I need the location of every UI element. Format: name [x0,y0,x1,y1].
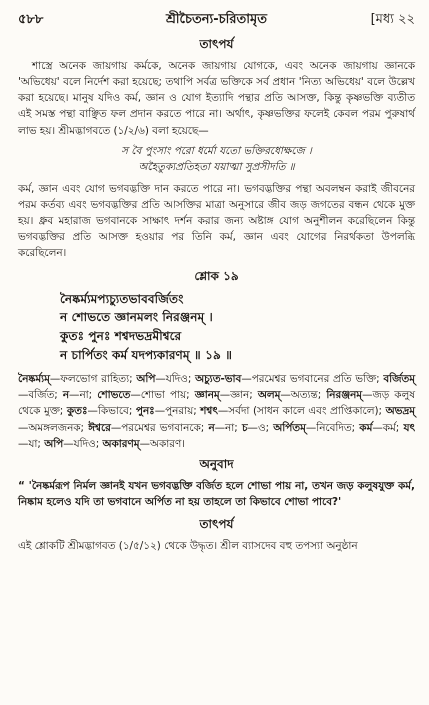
synonym-word: নিরঞ্জনম্ [326,389,363,402]
synonym-word: পুনঃ [135,405,155,418]
page-number: ৫৮৮ [18,12,44,27]
synonym-meaning: —ও; [247,421,274,434]
quote-line-2: অহৈতুক্যপ্রতিহতা যয়াত্মা সুপ্রসীদতি ॥ [138,160,295,173]
synonym-meaning: —কিভাবে; [87,405,136,418]
synonym-word: অর্পিতম্ [273,421,306,434]
purport-heading: তাৎপর্য [199,37,234,51]
page-header [18,10,415,32]
purport-paragraph-2: কর্ম, জ্ঞান এবং যোগ ভগবদ্ভক্তি দান করতে পারে না। ভগবদ্ভক্তির পন্থা অবলম্বন করাই জীবনের পরম কর্তব্য এবং ভগবদ্ভক্তির প্রতি আসক্তির মাত্রা অনুসারে জীব জড় জগতের বন্ধন থেকে মুক্ত হয়। ধ্রুব মহারাজ ভগবানকে সাক্ষাৎ দর্শন করার জন্য অষ্টাঙ্গ যোগ অনুশীলন করেছিলেন কিন্তু ভগবদ্ভক্তির প্রতি আসক্ত হওয়ার পর তিনি কর্ম, জ্ঞান এবং যোগের নিরর্থকতা উপলব্ধি করেছিলেন। [18,182,415,260]
translation-heading: অনুবাদ [199,456,234,471]
synonym-word: শশ্বৎ [200,405,218,418]
translation-text: “ 'নৈষ্কর্মরূপ নির্মল জ্ঞানই যখন ভগবদ্ভক্তি বর্জিত হলে শোভা পায় না, তখন জড় কলুষযুক্ত কর্ম, নিষ্কাম হলেও যদি তা ভগবানে অর্পিত না হয় তাহলে তা কিভাবে শোভা পাবে?' [18,479,415,508]
synonym-word: ন [208,421,215,434]
synonym-meaning: —ফলভোগ রাহিত্য; [49,373,137,386]
verse-line-2: ন শোভতে জ্ঞানমলং নিরঞ্জনম্ । [60,310,213,325]
synonym-word: অলম্ [257,389,281,402]
synonym-meaning: —না; [69,389,98,402]
synonym-meaning: —অত্যন্ত; [280,389,327,402]
synonym-meaning: —জ্ঞান; [219,389,258,402]
bhagavatam-quote [18,143,415,175]
synonym-word: অপি [136,373,156,386]
synonym-meaning: —নিবেদিত; [305,421,360,434]
synonym-word: চ [241,421,248,434]
book-title: শ্রীচৈতন্য-চরিতামৃত [165,12,268,27]
synonym-word: অপি [44,437,64,450]
purport-2-text: এই শ্লোকটি শ্রীমদ্ভাগবত (১/৫/১২) থেকে উদ্ধৃত। শ্রীল ব্যাসদেব বহু তপস্যা অনুষ্ঠান [18,540,358,552]
verse-line-3: কুতঃ পুনঃ শশ্বদভদ্রমীশ্বরে [60,329,182,344]
synonym-meaning: —যা; [18,437,45,450]
synonym-meaning: —যদিও; [155,373,196,386]
synonym-meaning: —না; [214,421,242,434]
purport-2-heading: তাৎপর্য [199,517,234,531]
synonym-meaning: —পরমেশ্বর ভগবানকে; [110,421,209,434]
synonym-word: ঈশ্বরে [88,421,111,434]
synonym-meaning: —বর্জিত; [18,389,63,402]
synonym-word: যৎ [403,421,415,434]
synonym-word: বর্জিতম্ [383,373,415,386]
synonym-word: ন [62,389,70,402]
verse-heading: শ্লোক ১৯ [194,268,239,283]
purport-paragraph-1: শাস্ত্রে অনেক জায়গায় কর্মকে, অনেক জায়গায় যোগকে, এবং অনেক জায়গায় জ্ঞানকে 'অভিধেয়' বলে নির্দেশ করা হয়েছে; তথাপি সর্বত্র ভক্তিকে সর্ব প্রধান 'নিত্য অভিধেয়' বলে উল্লেখ করা হয়েছে। মানুষ যদিও কর্ম, জ্ঞান ও যোগ ইত্যাদি পন্থার প্রতি আসক্ত, কিন্তু কৃষ্ণভক্তি ব্যতীত এই সমস্ত পন্থা বাঞ্ছিত ফল প্রদান করতে পারে না। অর্থাৎ, কৃষ্ণভক্তির ফলেই কেবল পরম পুরুষার্থ লাভ হয়। শ্রীমদ্ভাগবতে (১/২/৬) বলা হয়েছে— [18,60,415,137]
verse-line-1: নৈষ্কর্ম্যমপ্যচ্যুতভাববর্জিতং [60,291,184,306]
synonym-word: কুতঃ [66,405,88,418]
verse-block [18,290,415,366]
synonym-word: শোভতে [97,389,131,402]
synonym-word: নৈষ্কর্ম্যম্ [18,373,50,386]
synonym-meaning: —কর্ম; [372,421,404,434]
synonym-word: জ্ঞানম্ [194,389,220,402]
synonym-meaning: —পুনরায়; [154,405,201,418]
synonyms-block [18,371,415,452]
synonym-meaning: —অকারণ। [139,437,185,450]
synonym-meaning: —যদিও; [63,437,103,450]
synonym-word: কর্ম [359,421,373,434]
synonym-meaning: —পরমেশ্বর ভগবানের প্রতি ভক্তি; [241,373,384,386]
synonym-meaning: —সর্বদা (সাধন কালে এবং প্রাপ্তিকালে); [217,405,386,418]
quote-line-1: স বৈ পুংসাং পরো ধর্মো যতো ভক্তিরধোক্ষজে । [121,144,312,157]
synonym-meaning: —অমঙ্গলজনক; [18,421,89,434]
synonym-word: অভদ্রম্ [385,405,415,418]
chapter-label: [মধ্য ২২ [370,12,415,27]
synonym-word: অকারণম্ [102,437,140,450]
verse-line-4: ন চার্পিতং কর্ম যদপ্যকারণম্ ॥ ১৯ ॥ [60,348,233,363]
synonym-word: অচ্যুত-ভাব [195,373,242,386]
synonym-meaning: —শোভা পায়; [130,389,195,402]
synonym-meaning: —জড় কলুষ থেকে মুক্ত; [18,389,415,418]
